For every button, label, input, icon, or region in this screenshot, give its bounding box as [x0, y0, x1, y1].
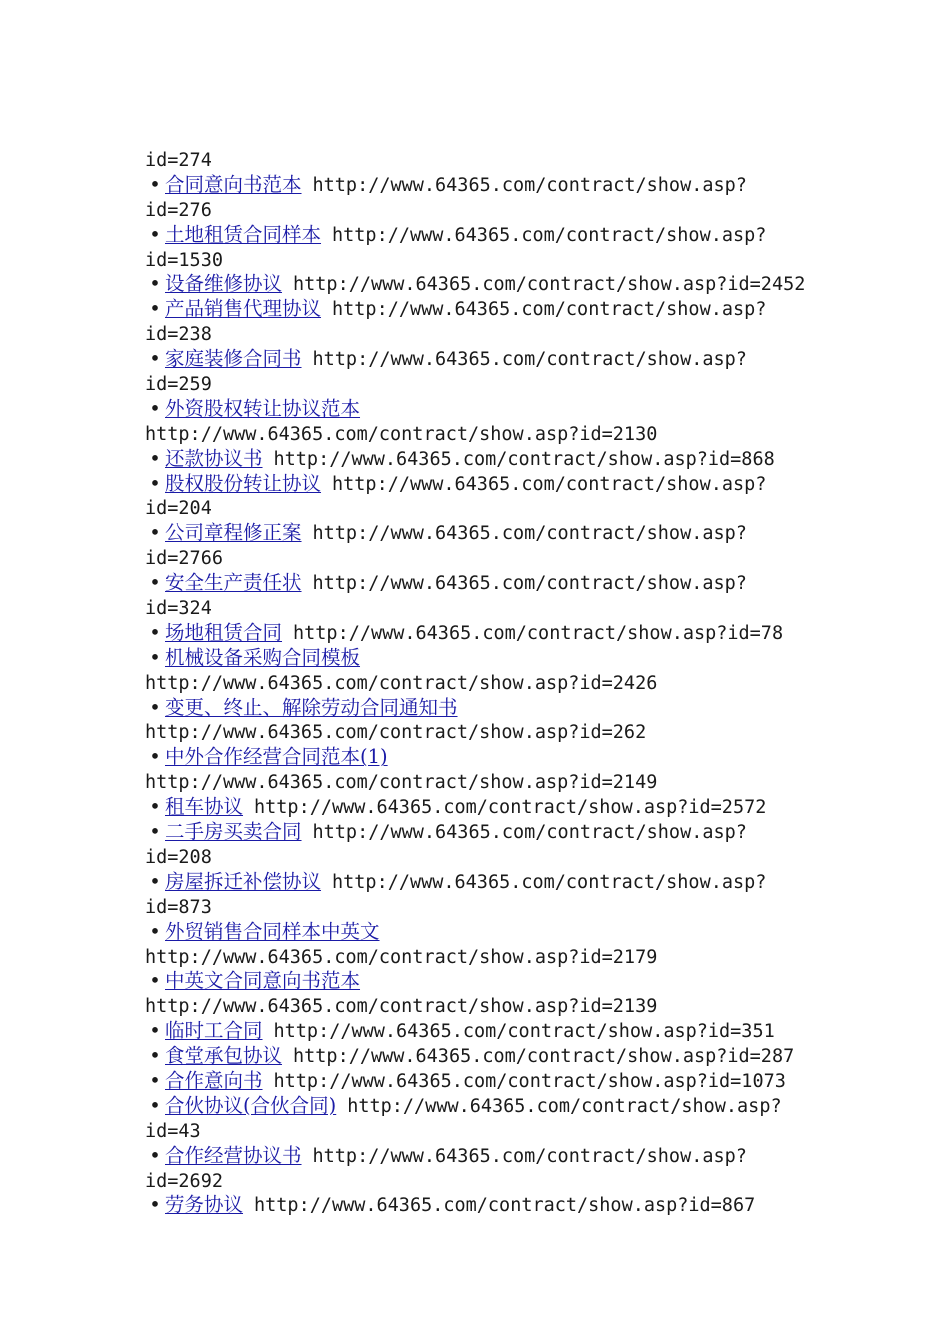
contract-url: http://www.64365.com/contract/show.asp?	[312, 573, 747, 595]
url-continuation-line	[145, 596, 815, 621]
contract-url: http://www.64365.com/contract/show.asp?id=867	[254, 1195, 756, 1217]
bullet-icon: •	[149, 521, 161, 545]
list-item	[145, 969, 815, 994]
url-continuation-line	[145, 720, 815, 745]
list-item	[145, 272, 815, 297]
contract-url-continuation: id=2766	[145, 548, 223, 570]
contract-url-continuation: id=1530	[145, 249, 223, 271]
contract-url: http://www.64365.com/contract/show.asp?id=868	[273, 448, 775, 470]
contract-url: http://www.64365.com/contract/show.asp?	[332, 299, 767, 321]
list-item	[145, 521, 815, 546]
contract-title-link[interactable]: 安全生产责任状	[165, 571, 302, 595]
url-continuation-line	[145, 994, 815, 1019]
list-item	[145, 1094, 815, 1119]
contract-url: http://www.64365.com/contract/show.asp?id=1073	[273, 1070, 786, 1092]
bullet-icon: •	[149, 1143, 161, 1167]
lead-url-fragment	[145, 148, 815, 173]
bullet-icon: •	[149, 620, 161, 644]
list-item	[145, 870, 815, 895]
contract-url: http://www.64365.com/contract/show.asp?id=351	[273, 1021, 775, 1043]
url-continuation-line	[145, 770, 815, 795]
contract-url-continuation: id=2692	[145, 1170, 223, 1192]
bullet-icon: •	[149, 695, 161, 719]
bullet-icon: •	[149, 820, 161, 844]
contract-url: http://www.64365.com/contract/show.asp?	[332, 473, 767, 495]
contract-title-link[interactable]: 合作意向书	[165, 1068, 263, 1092]
url-fragment: id=274	[145, 150, 212, 171]
list-item	[145, 920, 815, 945]
list-item	[145, 1193, 815, 1218]
bullet-icon: •	[149, 969, 161, 993]
contract-url: http://www.64365.com/contract/show.asp?	[312, 174, 747, 196]
list-item	[145, 223, 815, 248]
url-continuation-line	[145, 422, 815, 447]
url-continuation-line	[145, 1119, 815, 1144]
document-body	[145, 148, 815, 1218]
contract-url: http://www.64365.com/contract/show.asp?id=287	[293, 1046, 795, 1068]
url-continuation-line	[145, 895, 815, 920]
bullet-icon: •	[149, 172, 161, 196]
contract-title-link[interactable]: 场地租赁合同	[165, 620, 283, 644]
bullet-icon: •	[149, 919, 161, 943]
contract-url-continuation: http://www.64365.com/contract/show.asp?id=2139	[145, 996, 658, 1018]
contract-url-continuation: id=259	[145, 374, 212, 396]
bullet-icon: •	[149, 745, 161, 769]
bullet-icon: •	[149, 1019, 161, 1043]
url-continuation-line	[145, 845, 815, 870]
contract-title-link[interactable]: 劳务协议	[165, 1193, 244, 1217]
list-item	[145, 795, 815, 820]
contract-title-link[interactable]: 公司章程修正案	[165, 521, 302, 545]
list-item	[145, 447, 815, 472]
list-item	[145, 1019, 815, 1044]
contract-title-link[interactable]: 土地租赁合同样本	[165, 222, 322, 246]
list-item	[145, 571, 815, 596]
url-continuation-line	[145, 496, 815, 521]
list-item	[145, 646, 815, 671]
list-item	[145, 1069, 815, 1094]
bullet-icon: •	[149, 1193, 161, 1217]
contract-title-link[interactable]: 产品销售代理协议	[165, 297, 322, 321]
list-item	[145, 621, 815, 646]
bullet-icon: •	[149, 645, 161, 669]
contract-url-continuation: http://www.64365.com/contract/show.asp?id=2130	[145, 423, 658, 445]
list-item	[145, 397, 815, 422]
contract-title-link[interactable]: 设备维修协议	[165, 272, 283, 296]
bullet-icon: •	[149, 1068, 161, 1092]
contract-url: http://www.64365.com/contract/show.asp?id=2452	[293, 274, 806, 296]
bullet-icon: •	[149, 222, 161, 246]
list-item	[145, 347, 815, 372]
bullet-icon: •	[149, 1044, 161, 1068]
bullet-icon: •	[149, 795, 161, 819]
contract-title-link[interactable]: 机械设备采购合同模板	[165, 645, 361, 669]
bullet-icon: •	[149, 272, 161, 296]
contract-url: http://www.64365.com/contract/show.asp?	[312, 349, 747, 371]
contract-url: http://www.64365.com/contract/show.asp?id=2572	[254, 797, 767, 819]
list-item	[145, 696, 815, 721]
contract-link-list	[145, 173, 815, 1218]
contract-title-link[interactable]: 家庭装修合同书	[165, 347, 302, 371]
contract-title-link[interactable]: 中外合作经营合同范本(1)	[165, 745, 388, 769]
bullet-icon: •	[149, 396, 161, 420]
contract-url-continuation: id=43	[145, 1120, 201, 1142]
contract-title-link[interactable]: 食堂承包协议	[165, 1044, 283, 1068]
contract-url-continuation: http://www.64365.com/contract/show.asp?id=2179	[145, 946, 658, 968]
contract-title-link[interactable]: 二手房买卖合同	[165, 820, 302, 844]
url-continuation-line	[145, 945, 815, 970]
list-item	[145, 297, 815, 322]
contract-url-continuation: id=238	[145, 324, 212, 346]
contract-url-continuation: id=276	[145, 199, 212, 221]
contract-url: http://www.64365.com/contract/show.asp?	[312, 822, 747, 844]
list-item	[145, 472, 815, 497]
bullet-icon: •	[149, 347, 161, 371]
contract-title-link[interactable]: 合同意向书范本	[165, 172, 302, 196]
contract-url-continuation: http://www.64365.com/contract/show.asp?id=262	[145, 722, 647, 744]
contract-title-link[interactable]: 变更、终止、解除劳动合同通知书	[165, 695, 458, 719]
contract-url-continuation: http://www.64365.com/contract/show.asp?id=2426	[145, 672, 658, 694]
list-item	[145, 173, 815, 198]
contract-title-link[interactable]: 临时工合同	[165, 1019, 263, 1043]
contract-url: http://www.64365.com/contract/show.asp?	[332, 224, 767, 246]
contract-title-link[interactable]: 房屋拆迁补偿协议	[165, 869, 322, 893]
list-item	[145, 1144, 815, 1169]
url-continuation-line	[145, 198, 815, 223]
bullet-icon: •	[149, 297, 161, 321]
contract-title-link[interactable]: 合伙协议(合伙合同)	[165, 1093, 337, 1117]
bullet-icon: •	[149, 446, 161, 470]
contract-title-link[interactable]: 股权股份转让协议	[165, 471, 322, 495]
url-continuation-line	[145, 322, 815, 347]
url-continuation-line	[145, 546, 815, 571]
bullet-icon: •	[149, 1093, 161, 1117]
contract-title-link[interactable]: 还款协议书	[165, 446, 263, 470]
contract-title-link[interactable]: 外资股权转让协议范本	[165, 396, 361, 420]
contract-title-link[interactable]: 合作经营协议书	[165, 1143, 302, 1167]
url-continuation-line	[145, 1169, 815, 1194]
contract-url-continuation: http://www.64365.com/contract/show.asp?id=2149	[145, 772, 658, 794]
url-continuation-line	[145, 372, 815, 397]
contract-url: http://www.64365.com/contract/show.asp?id=78	[293, 622, 784, 644]
url-continuation-line	[145, 248, 815, 273]
bullet-icon: •	[149, 869, 161, 893]
list-item	[145, 1044, 815, 1069]
list-item	[145, 820, 815, 845]
contract-url: http://www.64365.com/contract/show.asp?	[312, 523, 747, 545]
contract-url-continuation: id=324	[145, 598, 212, 620]
url-continuation-line	[145, 671, 815, 696]
contract-url-continuation: id=208	[145, 846, 212, 868]
contract-title-link[interactable]: 中英文合同意向书范本	[165, 969, 361, 993]
bullet-icon: •	[149, 571, 161, 595]
contract-url-continuation: id=873	[145, 896, 212, 918]
contract-title-link[interactable]: 租车协议	[165, 795, 244, 819]
contract-url: http://www.64365.com/contract/show.asp?	[347, 1095, 782, 1117]
contract-url-continuation: id=204	[145, 498, 212, 520]
contract-url: http://www.64365.com/contract/show.asp?	[312, 1145, 747, 1167]
bullet-icon: •	[149, 471, 161, 495]
contract-url: http://www.64365.com/contract/show.asp?	[332, 871, 767, 893]
list-item	[145, 745, 815, 770]
contract-title-link[interactable]: 外贸销售合同样本中英文	[165, 919, 380, 943]
